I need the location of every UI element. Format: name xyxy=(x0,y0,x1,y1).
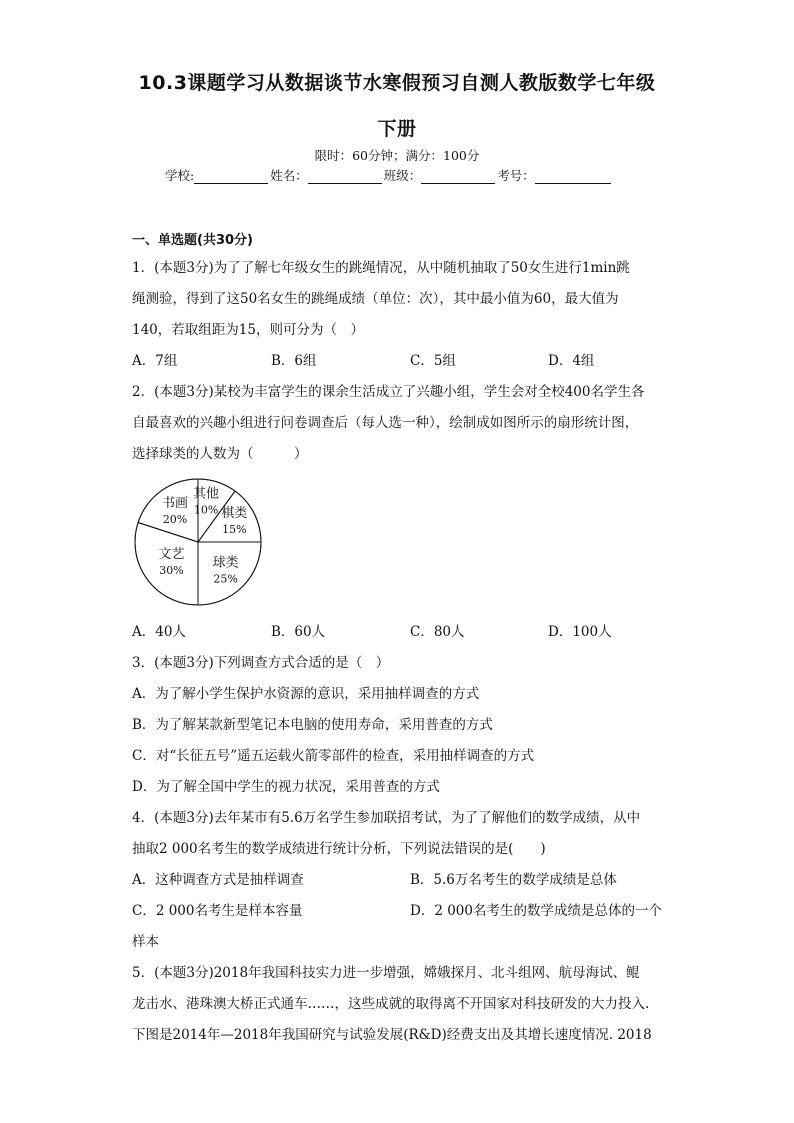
q1-option-a[interactable]: A．7组 xyxy=(132,353,178,369)
q2-line1: 2．(本题3分)某校为丰富学生的课余生活成立了兴趣小组，学生会对全校400名学生各 xyxy=(132,384,645,400)
pie-label-2: 棋类 xyxy=(221,506,248,522)
q3-option-a[interactable]: A．为了解小学生保护水资源的意识，采用抽样调查的方式 xyxy=(132,686,480,702)
pie-percent-1: 10% xyxy=(193,503,219,517)
section-title: 一、单选题(共30分) xyxy=(132,233,253,248)
page-title-line2: 下册 xyxy=(377,118,417,140)
q5-line2: 龙击水、港珠澳大桥正式通车……，这些成就的取得离不开国家对科技研发的大力投入. xyxy=(132,996,650,1012)
q2-line2: 自最喜欢的兴趣小组进行问卷调查后（每人选一种），绘制成如图所示的扇形统计图， xyxy=(132,415,639,431)
q3-line1: 3．(本题3分)下列调查方式合适的是（ ） xyxy=(132,655,390,671)
q4-option-c[interactable]: C．2 000名考生是样本容量 xyxy=(132,903,303,919)
pie-percent-2: 15% xyxy=(222,523,247,537)
pie-label-4: 文艺 xyxy=(158,547,185,563)
time-score-limits: 限时：60分钟；满分：100分 xyxy=(314,148,480,163)
page-title-line1: 10.3课题学习从数据谈节水寒假预习自测人教版数学七年级 xyxy=(138,72,656,94)
q2-option-d[interactable]: D．100人 xyxy=(548,624,612,640)
q3-option-b[interactable]: B．为了解某款新型笔记本电脑的使用寿命，采用普查的方式 xyxy=(132,717,493,733)
q4-option-b[interactable]: B．5.6万名考生的数学成绩是总体 xyxy=(410,872,617,888)
q4-option-d[interactable]: D．2 000名考生的数学成绩是总体的一个 xyxy=(410,903,662,919)
q4-line2: 抽取2 000名考生的数学成绩进行统计分析，下列说法错误的是( ) xyxy=(132,841,546,857)
school-blank[interactable] xyxy=(194,171,268,184)
name-label: 姓名： xyxy=(270,168,308,183)
q5-line1: 5．(本题3分)2018年我国科技实力进一步增强，嫦娥探月、北斗组网、航母海试、鲲 xyxy=(132,965,640,981)
pie-label-3: 球类 xyxy=(212,555,239,571)
student-info-fields xyxy=(165,166,613,184)
q4-option-a[interactable]: A．这种调查方式是抽样调查 xyxy=(132,872,304,888)
q1-option-c[interactable]: C．5组 xyxy=(410,353,456,369)
class-label: 班级： xyxy=(383,168,422,183)
pie-label-5: 书画 xyxy=(162,496,189,512)
pie-percent-5: 20% xyxy=(162,513,188,527)
q4-option-d-tail: 样本 xyxy=(132,934,159,950)
pie-chart xyxy=(132,476,264,608)
q2-option-b[interactable]: B．60人 xyxy=(271,624,326,640)
pie-percent-3: 25% xyxy=(213,572,238,586)
name-blank[interactable] xyxy=(308,171,382,184)
q4-line1: 4．(本题3分)去年某市有5.6万名学生参加联招考试，为了了解他们的数学成绩，从中 xyxy=(132,810,641,826)
exam-no-label: 考号： xyxy=(497,168,535,183)
q1-option-d[interactable]: D．4组 xyxy=(548,353,595,369)
exam-no-blank[interactable] xyxy=(535,171,611,184)
q1-line2: 绳测验，得到了这50名女生的跳绳成绩（单位：次），其中最小值为60，最大值为 xyxy=(132,291,619,307)
q3-option-d[interactable]: D．为了解全国中学生的视力状况，采用普查的方式 xyxy=(132,779,440,795)
q2-line3: 选择球类的人数为（ ） xyxy=(132,446,308,462)
q1-line1: 1．(本题3分)为了了解七年级女生的跳绳情况，从中随机抽取了50女生进行1min跳 xyxy=(132,260,630,276)
school-label: 学校: xyxy=(165,168,195,183)
q3-option-c[interactable]: C．对“长征五号”遥五运载火箭零部件的检查，采用抽样调查的方式 xyxy=(132,748,535,764)
q5-line3: 下图是2014年—2018年我国研究与试验发展(R&D)经费支出及其增长速度情况. 2018 xyxy=(132,1027,652,1043)
q1-option-b[interactable]: B．6组 xyxy=(271,353,317,369)
q2-option-a[interactable]: A．40人 xyxy=(132,624,186,640)
q1-line3: 140，若取组距为15，则可分为（ ） xyxy=(132,322,364,338)
q2-option-c[interactable]: C．80人 xyxy=(410,624,465,640)
class-blank[interactable] xyxy=(421,171,495,184)
pie-percent-4: 30% xyxy=(159,564,184,578)
pie-label-1: 其他 xyxy=(193,486,220,502)
